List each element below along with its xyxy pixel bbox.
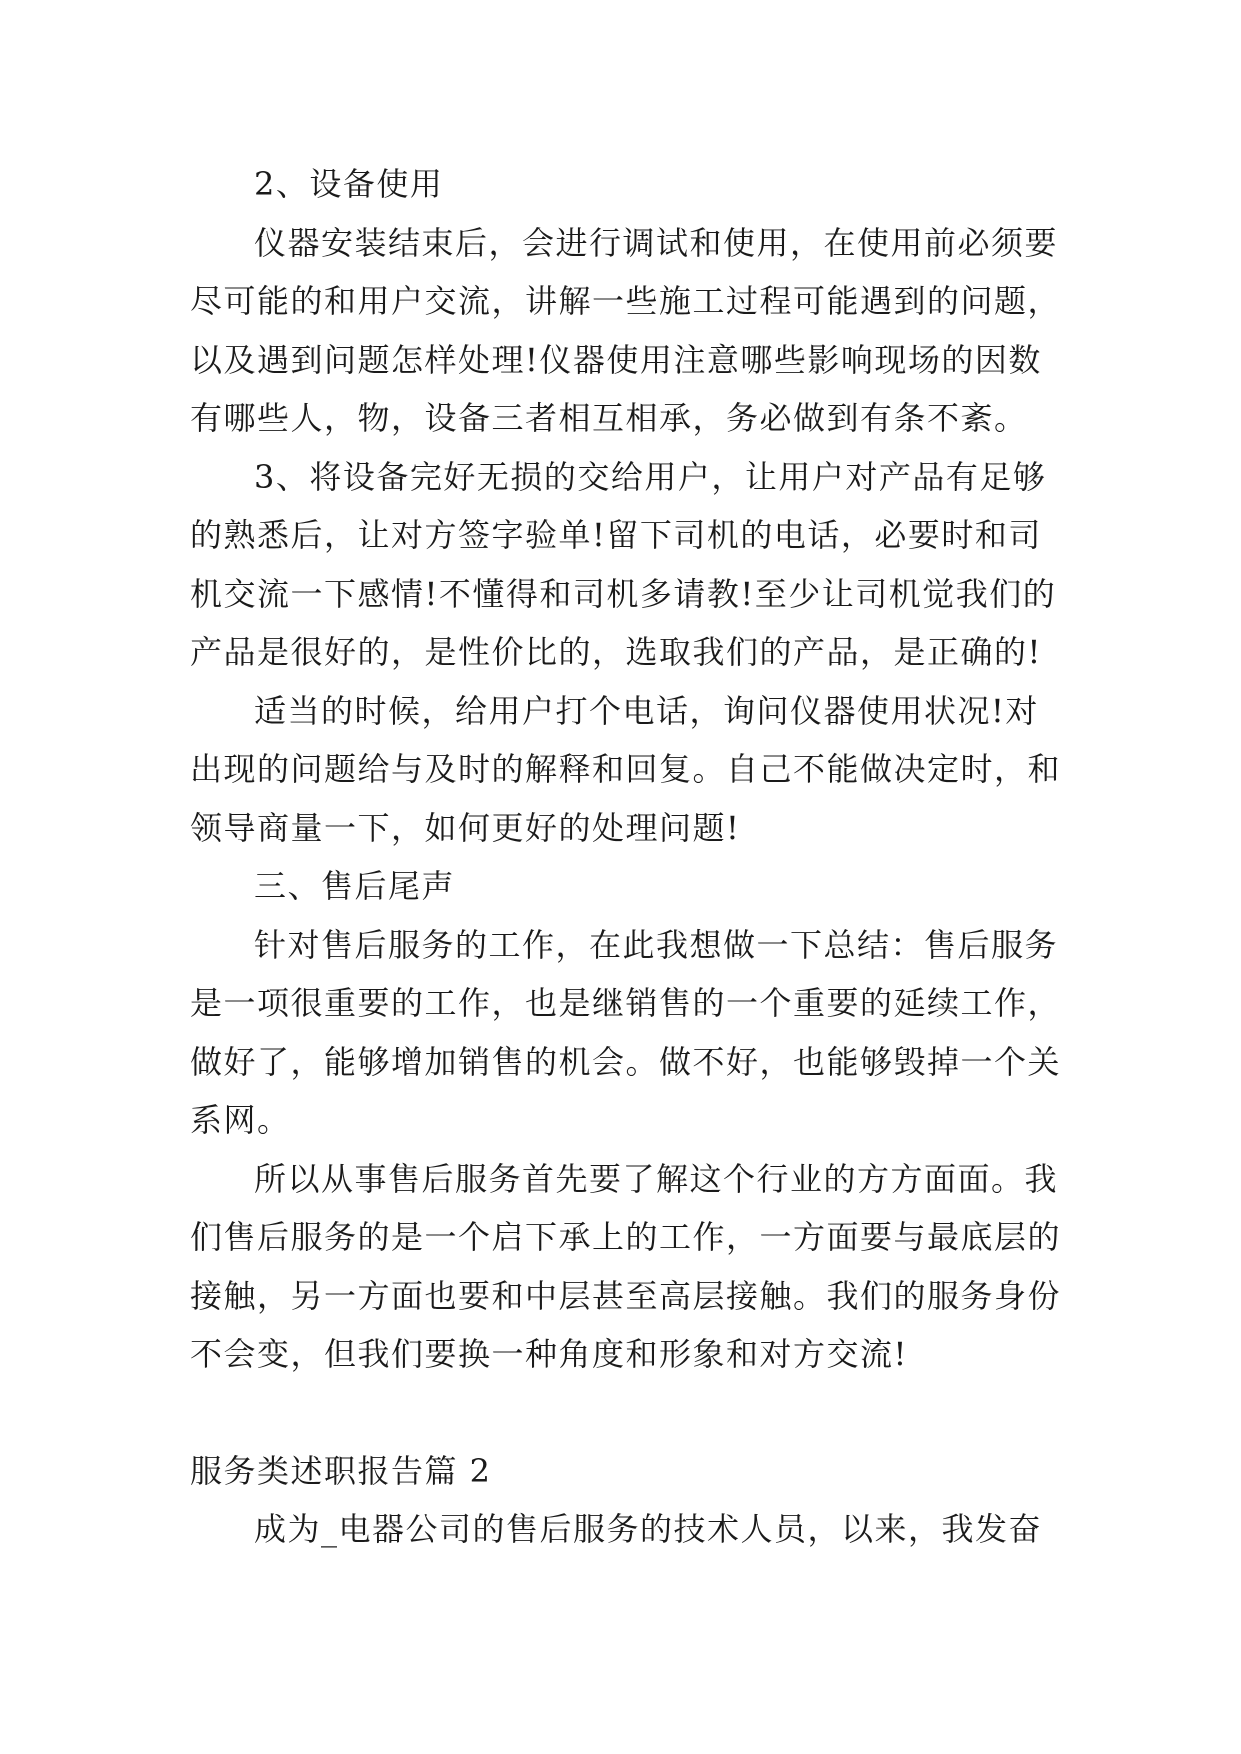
text-line: 3、将设备完好无损的交给用户，让用户对产品有足够 [254, 457, 1047, 496]
subheading: 三、售后尾声 [254, 867, 456, 905]
text-line: 出现的问题给与及时的解释和回复。自己不能做决定时，和 [190, 750, 1062, 788]
text-line: 不会变，但我们要换一种角度和形象和对方交流! [190, 1335, 908, 1373]
text-line: 系网。 [190, 1101, 291, 1139]
text-line: 以及遇到问题怎样处理!仪器使用注意哪些影响现场的因数 [190, 340, 1042, 379]
text-line: 做好了，能够增加销售的机会。做不好，也能够毁掉一个关 [190, 1042, 1062, 1081]
text-line: 的熟悉后，让对方签字验单!留下司机的电话，必要时和司 [190, 516, 1042, 554]
text-line: 机交流一下感情!不懂得和司机多请教!至少让司机觉我们的 [190, 574, 1057, 613]
text-line: 产品是很好的，是性价比的，选取我们的产品，是正确的! [190, 633, 1042, 671]
section-title: 服务类述职报告篇 2 [190, 1451, 492, 1490]
text-line: 尽可能的和用户交流，讲解一些施工过程可能遇到的问题， [190, 282, 1062, 320]
text-line: 领导商量一下，如何更好的处理问题! [190, 808, 741, 847]
text-line: 是一项很重要的工作，也是继销售的一个重要的延续工作， [190, 984, 1062, 1022]
text-line: 有哪些人，物，设备三者相互相承，务必做到有条不紊。 [190, 399, 1028, 437]
text-line: 针对售后服务的工作，在此我想做一下总结：售后服务 [254, 925, 1059, 964]
text-line: 们售后服务的是一个启下承上的工作，一方面要与最底层的 [190, 1218, 1062, 1256]
text-line: 成为_电器公司的售后服务的技术人员，以来，我发奋 [254, 1510, 1043, 1548]
text-line: 仪器安装结束后，会进行调试和使用，在使用前必须要 [254, 223, 1059, 262]
text-line: 接触，另一方面也要和中层甚至高层接触。我们的服务身份 [190, 1276, 1062, 1315]
text-line: 2、设备使用 [254, 165, 444, 203]
text-line: 适当的时候，给用户打个电话，询问仪器使用状况!对 [254, 691, 1039, 730]
text-line: 所以从事售后服务首先要了解这个行业的方方面面。我 [254, 1159, 1059, 1198]
document-body [190, 155, 1070, 1559]
